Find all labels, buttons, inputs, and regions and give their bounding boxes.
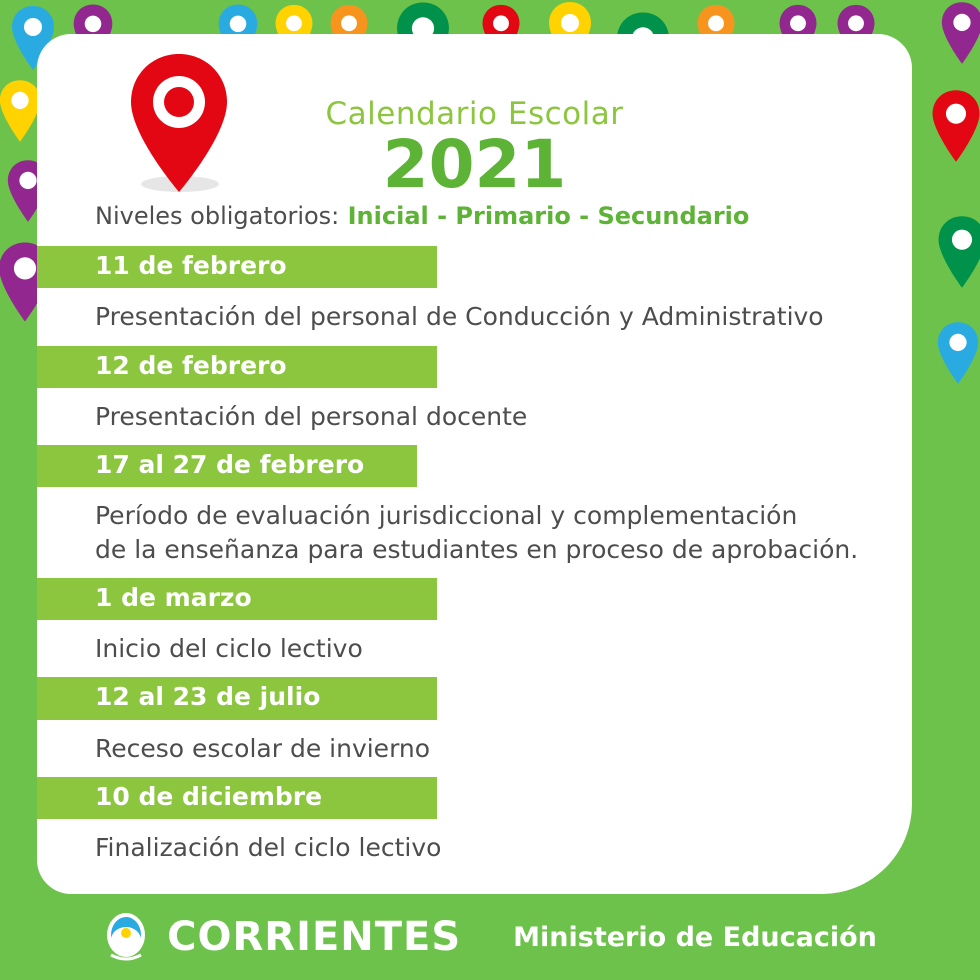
coat-of-arms-icon <box>103 911 149 963</box>
calendar-entry-list <box>37 246 912 876</box>
entry-description-line: Inicio del ciclo lectivo <box>95 634 363 663</box>
entry-description <box>37 720 912 777</box>
entry-date: 17 al 27 de febrero <box>37 445 417 487</box>
calendar-card <box>37 34 912 894</box>
entry-description-line: Finalización del ciclo lectivo <box>95 833 442 862</box>
entry-description <box>37 819 912 876</box>
calendar-entry <box>37 777 912 877</box>
entry-description-line: Receso escolar de invierno <box>95 733 431 763</box>
entry-date: 1 de marzo <box>37 578 437 620</box>
entry-date: 11 de febrero <box>37 246 437 288</box>
ministry-name: Ministerio de Educación <box>513 921 877 953</box>
levels-label: Niveles obligatorios: <box>95 202 340 230</box>
province-name: CORRIENTES <box>167 914 462 960</box>
entry-date: 12 al 23 de julio <box>37 677 437 719</box>
map-pin-icon <box>934 214 980 290</box>
entry-description <box>37 388 912 445</box>
entry-description-line: Presentación del personal de Conducción y Administrativo <box>95 302 824 332</box>
title-year: 2021 <box>382 126 567 203</box>
calendar-entry <box>37 346 912 446</box>
entry-description-line: de la enseñanza para estudiantes en proceso de aprobación. <box>95 534 859 564</box>
entry-description-line: Período de evaluación jurisdiccional y complementación <box>95 501 798 531</box>
calendar-entry <box>37 445 912 578</box>
title-subtitle: Calendario Escolar <box>325 96 624 132</box>
entry-date: 12 de febrero <box>37 346 437 388</box>
page-title <box>37 96 912 203</box>
entry-description <box>37 487 912 578</box>
footer <box>0 894 980 980</box>
map-pin-icon <box>928 88 980 164</box>
entry-description-line: Presentación del personal docente <box>95 401 528 431</box>
calendar-entry <box>37 677 912 777</box>
levels-value: Inicial - Primario - Secundario <box>347 202 750 230</box>
calendar-entry <box>37 578 912 678</box>
map-pin-icon <box>938 0 980 66</box>
calendar-entry <box>37 246 912 346</box>
entry-description <box>37 288 912 345</box>
map-pin-icon <box>934 320 980 386</box>
levels-line <box>95 202 885 230</box>
entry-description <box>37 620 912 677</box>
entry-date: 10 de diciembre <box>37 777 437 819</box>
